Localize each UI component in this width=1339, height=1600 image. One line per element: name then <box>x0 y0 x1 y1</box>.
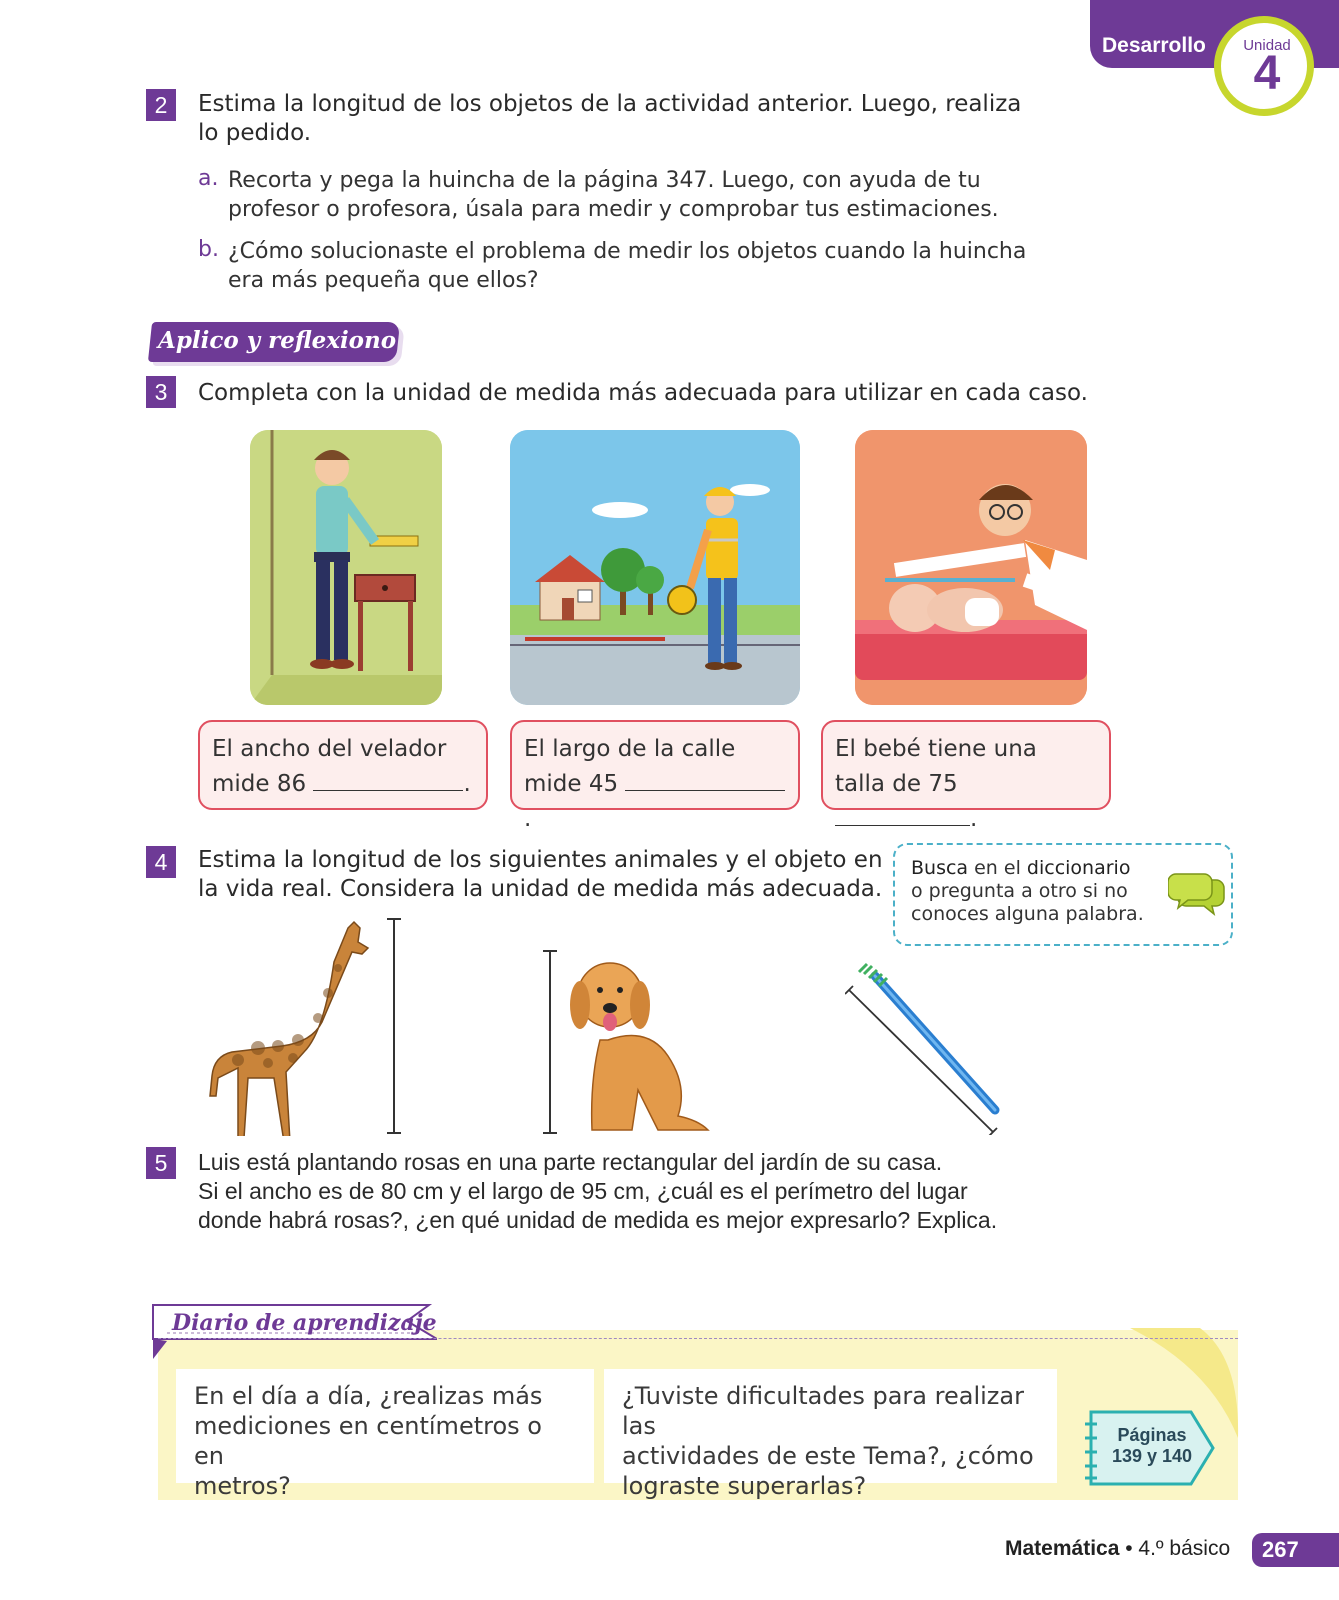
unit-number: 4 <box>1253 47 1281 100</box>
diario-card-line: metros? <box>194 1472 291 1500</box>
diario-card-2 <box>604 1369 1057 1500</box>
answer-box-line: El largo de la calle <box>524 736 736 762</box>
answer-box-calle <box>510 720 800 832</box>
nightstand-scene-icon <box>250 430 442 705</box>
speech-bubbles-icon <box>1168 872 1226 916</box>
tip-line: conoces alguna palabra. <box>911 903 1144 925</box>
illustration-nightstand <box>250 430 442 705</box>
toothbrush-icon <box>845 960 1005 1135</box>
measure-tick <box>387 918 401 920</box>
answer-box-period: . <box>463 771 471 797</box>
diario-divider <box>158 1338 1238 1339</box>
section-banner-text: Aplico y reflexiono <box>158 327 397 354</box>
q2-b-text <box>228 237 1026 295</box>
answer-blank[interactable] <box>625 789 785 791</box>
tip-word: Busca <box>911 857 969 879</box>
diario-card-line: En el día a día, ¿realizas más <box>194 1382 543 1410</box>
diario-card-line: ¿Tuviste dificultades para realizar las <box>622 1382 1024 1440</box>
street-scene-icon <box>510 430 800 705</box>
q2-part-a <box>198 166 218 191</box>
q4-text <box>198 846 883 904</box>
answer-box-line: El bebé tiene una <box>835 736 1037 762</box>
footer-subject: Matemática <box>1005 1537 1120 1560</box>
q2-a-line: Recorta y pega la huincha de la página 347. Luego, con ayuda de tu <box>228 168 981 193</box>
answer-box-text: talla de 75 <box>835 771 958 797</box>
answer-box-period: . <box>524 806 532 832</box>
q2-a-line: profesor o profesora, úsala para medir y comprobar tus estimaciones. <box>228 197 999 222</box>
q2-b-letter: b. <box>198 237 219 262</box>
q5-text <box>198 1148 997 1235</box>
answer-box-line: El ancho del velador <box>212 736 447 762</box>
question-number-2: 2 <box>146 89 176 121</box>
section-label: Desarrollo <box>1102 34 1206 57</box>
footer-text <box>1005 1537 1230 1561</box>
answer-blank[interactable] <box>835 824 970 826</box>
answer-box-line <box>524 767 786 837</box>
unit-word: Unidad <box>1243 37 1291 54</box>
q2-a-text <box>228 166 999 224</box>
q2-text <box>198 90 1021 148</box>
q2-b-line: era más pequeña que ellos? <box>228 268 539 293</box>
answer-box-text: mide 45 <box>524 771 619 797</box>
answer-box-text: mide 86 <box>212 771 307 797</box>
dog-icon <box>560 950 725 1135</box>
answer-box-velador <box>198 720 488 810</box>
dog-measure-line <box>549 950 551 1134</box>
q5-line: Luis está plantando rosas en una parte rectangular del jardín de su casa. <box>198 1149 943 1175</box>
question-number-4: 4 <box>146 846 176 878</box>
diario-title: Diario de aprendizaje <box>172 1310 437 1336</box>
tip-word: diccionario <box>1026 857 1131 879</box>
footer-grade: • 4.º básico <box>1119 1537 1231 1560</box>
pages-label: Páginas <box>1117 1425 1187 1445</box>
q4-line: Estima la longitud de los siguientes animales y el objeto en <box>198 847 883 873</box>
q2-a-letter: a. <box>198 166 219 191</box>
answer-box-line <box>835 767 1097 837</box>
q2-line: Estima la longitud de los objetos de la actividad anterior. Luego, realiza <box>198 91 1022 117</box>
pages-value: 139 y 140 <box>1111 1446 1193 1466</box>
q2-line: lo pedido. <box>198 120 312 146</box>
q2-part-b <box>198 237 219 262</box>
pages-reference[interactable] <box>1100 1425 1204 1467</box>
diario-card-1 <box>176 1369 594 1500</box>
q4-line: la vida real. Considera la unidad de medida más adecuada. <box>198 876 883 902</box>
diario-card-line: lograste superarlas? <box>622 1472 867 1500</box>
tip-word: en el <box>968 857 1027 879</box>
diario-card-line: actividades de este Tema?, ¿cómo <box>622 1442 1034 1470</box>
tip-line: o pregunta a otro si no <box>911 880 1128 902</box>
measure-tick <box>387 1132 401 1134</box>
answer-box-bebe <box>821 720 1111 832</box>
question-number-5: 5 <box>146 1147 176 1179</box>
answer-blank[interactable] <box>313 789 463 791</box>
giraffe-icon <box>198 918 383 1136</box>
baby-scene-icon <box>855 430 1087 705</box>
giraffe-measure-line <box>393 918 395 1134</box>
diario-card-line: mediciones en centímetros o en <box>194 1412 542 1470</box>
illustration-baby <box>855 430 1087 705</box>
measure-tick <box>543 1132 557 1134</box>
answer-box-line <box>212 767 474 802</box>
illustration-street <box>510 430 800 705</box>
page-number: 267 <box>1252 1533 1339 1567</box>
q3-text: Completa con la unidad de medida más adecuada para utilizar en cada caso. <box>198 380 1088 406</box>
q5-line: donde habrá rosas?, ¿en qué unidad de medida es mejor expresarlo? Explica. <box>198 1207 998 1233</box>
q2-b-line: ¿Cómo solucionaste el problema de medir los objetos cuando la huincha <box>228 239 1027 264</box>
measure-tick <box>543 950 557 952</box>
question-number-3: 3 <box>146 376 176 408</box>
answer-box-period: . <box>970 806 978 832</box>
q5-line: Si el ancho es de 80 cm y el largo de 95 cm, ¿cuál es el perímetro del lugar <box>198 1178 968 1204</box>
